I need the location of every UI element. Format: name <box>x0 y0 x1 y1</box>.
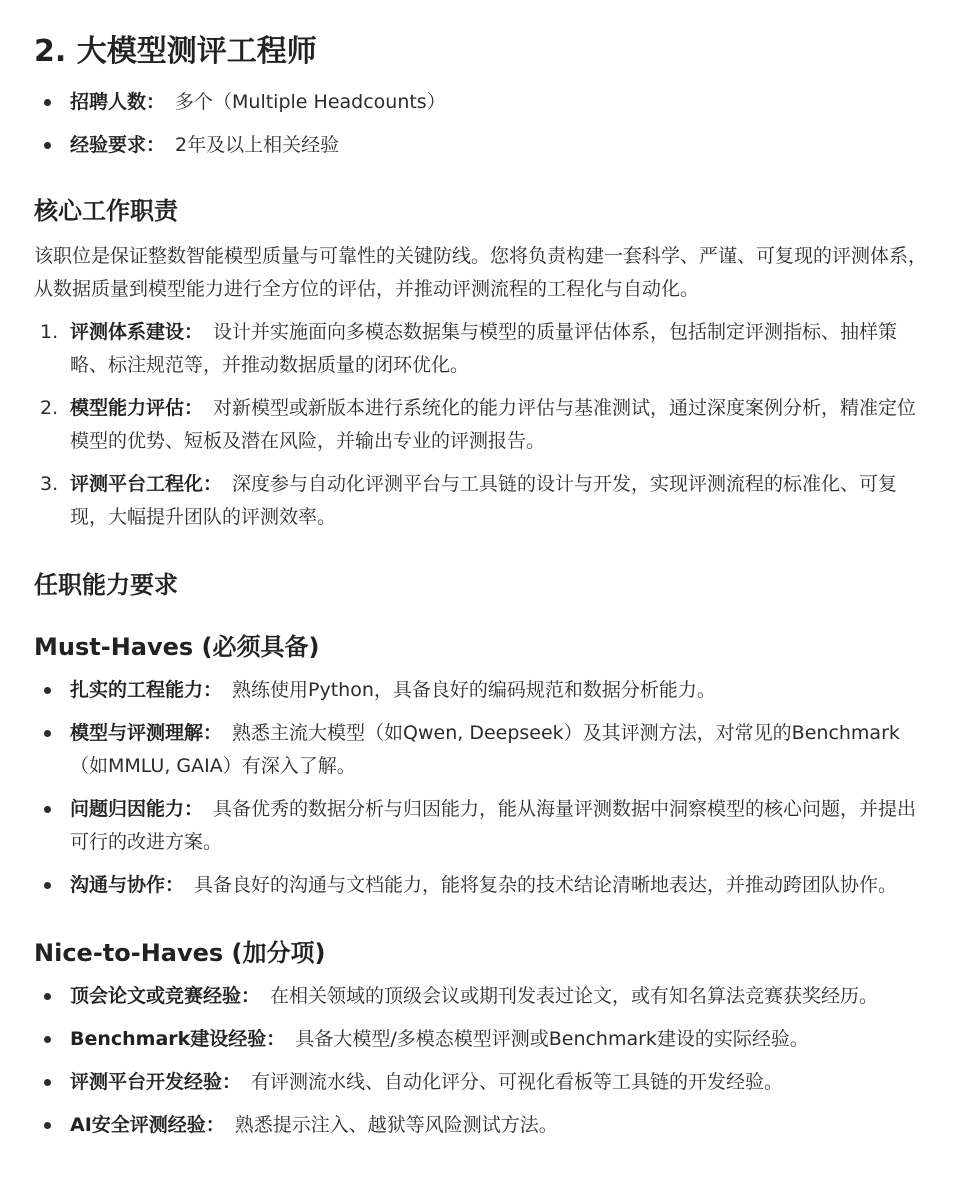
list-item <box>34 674 932 707</box>
bullet-icon <box>44 142 51 149</box>
item-text: 具备良好的沟通与文档能力，能将复杂的技术结论清晰地表达，并推动跨团队协作。 <box>194 874 898 896</box>
item-label: 模型与评测理解： <box>70 722 223 744</box>
item-label: 模型能力评估： <box>70 397 204 419</box>
list-item <box>34 1066 932 1099</box>
nice-to-haves-list <box>34 980 932 1142</box>
item-text: 具备大模型/多模态模型评测或Benchmark建设的实际经验。 <box>295 1028 809 1050</box>
job-meta-list <box>34 86 932 162</box>
bullet-icon <box>44 1036 51 1043</box>
item-label: 评测平台开发经验： <box>70 1071 242 1093</box>
item-text: 熟练使用Python，具备良好的编码规范和数据分析能力。 <box>232 679 716 701</box>
bullet-icon <box>44 730 51 737</box>
item-label: 沟通与协作： <box>70 874 185 896</box>
bullet-icon <box>44 993 51 1000</box>
duties-intro: 该职位是保证整数智能模型质量与可靠性的关键防线。您将负责构建一套科学、严谨、可复现的评测体系，从数据质量到模型能力进行全方位的评估，并推动评测流程的工程化与自动化。 <box>34 245 928 300</box>
list-item <box>34 1023 932 1056</box>
bullet-icon <box>44 1079 51 1086</box>
meta-value: 多个（Multiple Headcounts） <box>175 91 446 113</box>
list-item <box>34 392 932 458</box>
meta-label: 招聘人数： <box>70 91 166 113</box>
item-text: 在相关领域的顶级会议或期刊发表过论文，或有知名算法竞赛获奖经历。 <box>270 985 879 1007</box>
item-text: 有评测流水线、自动化评分、可视化看板等工具链的开发经验。 <box>251 1071 784 1093</box>
item-number: 2. <box>40 397 59 419</box>
item-label: Benchmark建设经验： <box>70 1028 286 1050</box>
nice-to-haves-heading: Nice-to-Haves (加分项) <box>34 939 326 967</box>
item-label: 问题归因能力： <box>70 798 204 820</box>
bullet-icon <box>44 99 51 106</box>
duties-list <box>34 316 932 534</box>
list-item <box>34 980 932 1013</box>
item-label: 扎实的工程能力： <box>70 679 223 701</box>
bullet-icon <box>44 882 51 889</box>
item-number: 3. <box>40 473 59 495</box>
bullet-icon <box>44 1122 51 1129</box>
list-item <box>34 717 932 783</box>
item-text: 设计并实施面向多模态数据集与模型的质量评估体系，包括制定评测指标、抽样策略、标注规范等，并推动数据质量的闭环优化。 <box>70 321 898 376</box>
item-label: AI安全评测经验： <box>70 1114 225 1136</box>
item-text: 深度参与自动化评测平台与工具链的设计与开发，实现评测流程的标准化、可复现，大幅提升团队的评测效率。 <box>70 473 898 528</box>
duties-heading: 核心工作职责 <box>34 197 178 225</box>
item-label: 顶会论文或竞赛经验： <box>70 985 261 1007</box>
item-text: 熟悉主流大模型（如Qwen, Deepseek）及其评测方法，对常见的Benchmark（如MMLU, GAIA）有深入了解。 <box>70 722 900 777</box>
item-label: 评测体系建设： <box>70 321 204 343</box>
must-haves-heading: Must-Haves (必须具备) <box>34 633 320 661</box>
item-number: 1. <box>40 321 59 343</box>
meta-value: 2年及以上相关经验 <box>175 134 340 156</box>
item-label: 评测平台工程化： <box>70 473 223 495</box>
list-item <box>34 316 932 382</box>
list-item <box>34 468 932 534</box>
list-item <box>34 869 932 902</box>
list-item <box>34 86 932 119</box>
list-item <box>34 1109 932 1142</box>
requirements-heading: 任职能力要求 <box>34 571 178 599</box>
bullet-icon <box>44 687 51 694</box>
must-haves-list <box>34 674 932 902</box>
item-text: 熟悉提示注入、越狱等风险测试方法。 <box>234 1114 558 1136</box>
list-item <box>34 793 932 859</box>
meta-label: 经验要求： <box>70 134 166 156</box>
list-item <box>34 129 932 162</box>
job-title: 2. 大模型测评工程师 <box>34 34 317 69</box>
item-text: 具备优秀的数据分析与归因能力，能从海量评测数据中洞察模型的核心问题，并提出可行的改进方案。 <box>70 798 917 853</box>
item-text: 对新模型或新版本进行系统化的能力评估与基准测试，通过深度案例分析，精准定位模型的优势、短板及潜在风险，并输出专业的评测报告。 <box>70 397 917 452</box>
bullet-icon <box>44 806 51 813</box>
